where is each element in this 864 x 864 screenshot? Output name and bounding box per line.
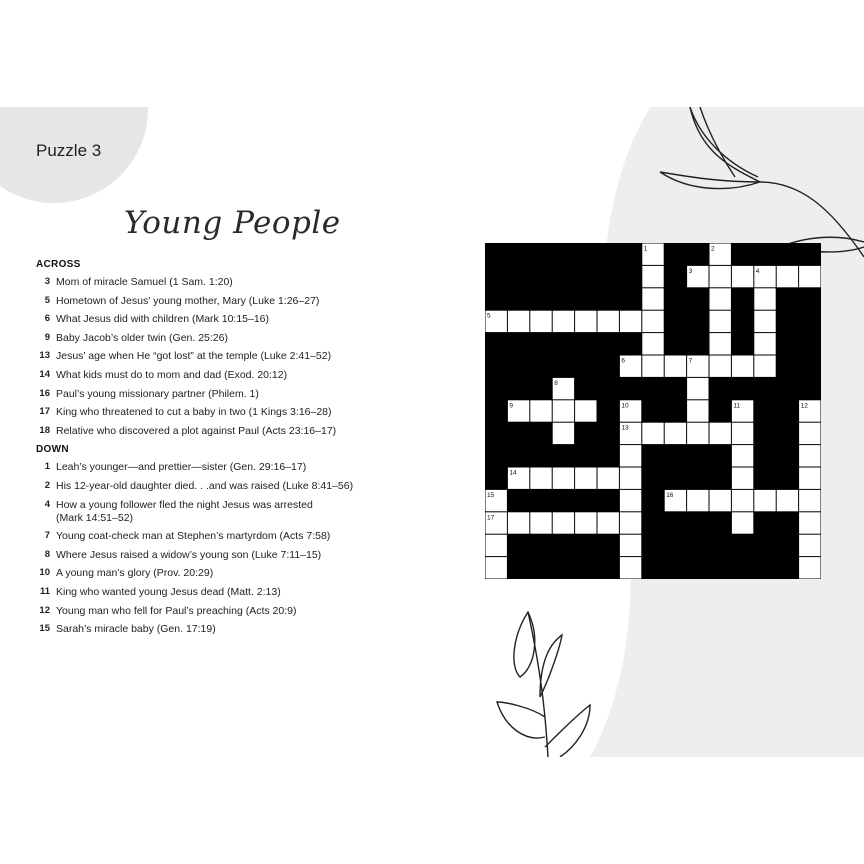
down-clue — [36, 602, 456, 621]
crossword-grid — [485, 243, 822, 581]
clue-text: King who wanted young Jesus dead (Matt. 2:13) — [56, 585, 281, 598]
clue-text: Baby Jacob’s older twin (Gen. 25:26) — [56, 331, 228, 344]
grid-cell[interactable] — [754, 356, 775, 377]
clue-number: 16 — [39, 387, 50, 399]
down-heading: DOWN — [36, 444, 69, 456]
clue-number: 13 — [39, 350, 50, 362]
clue-text: Mom of miracle Samuel (1 Sam. 1:20) — [56, 276, 233, 288]
grid-cell[interactable] — [553, 468, 574, 489]
grid-cell[interactable] — [732, 468, 753, 489]
grid-cell[interactable] — [620, 311, 641, 332]
down-clue — [36, 527, 456, 546]
grid-cell[interactable] — [732, 490, 753, 511]
grid-cell[interactable] — [642, 266, 663, 287]
grid-cell[interactable] — [710, 356, 731, 377]
grid-cell[interactable] — [732, 445, 753, 466]
clue-text: Young coat-check man at Stephen’s martyrdom (Acts 7:58) — [56, 530, 331, 543]
grid-cell[interactable] — [620, 445, 641, 466]
clue-text: How a young follower fled the night Jesus was arrested — [56, 498, 313, 511]
clue-number: 6 — [44, 313, 50, 325]
across-section — [36, 259, 456, 440]
grid-cell[interactable] — [710, 423, 731, 444]
across-clue — [36, 403, 456, 422]
grid-cell[interactable] — [620, 468, 641, 489]
grid-cell[interactable] — [732, 356, 753, 377]
grid-cell[interactable] — [687, 400, 708, 421]
cell-number: 11 — [733, 402, 741, 410]
down-clue — [36, 477, 456, 496]
across-clue — [36, 366, 456, 385]
cell-number: 10 — [621, 402, 629, 410]
down-clue — [36, 583, 456, 602]
grid-cell[interactable] — [732, 423, 753, 444]
cell-number: 3 — [688, 267, 693, 275]
clue-text: What kids must do to mom and dad (Exod. 20:12) — [56, 368, 288, 381]
grid-cell[interactable] — [754, 288, 775, 309]
cell-number: 12 — [800, 402, 808, 410]
grid-cell[interactable] — [799, 468, 820, 489]
grid-cell[interactable] — [575, 468, 596, 489]
grid-cell[interactable] — [620, 557, 641, 578]
clue-number: 9 — [44, 331, 50, 343]
cell-number: 8 — [554, 379, 558, 387]
across-clue — [36, 347, 456, 366]
grid-cell[interactable] — [508, 311, 529, 332]
grid-cell[interactable] — [575, 311, 596, 332]
clue-text: King who threatened to cut a baby in two (1 Kings 3:16–28) — [56, 406, 332, 419]
clue-list — [36, 259, 456, 639]
across-clues — [36, 273, 456, 440]
grid-cell[interactable] — [530, 468, 551, 489]
cell-number: 1 — [643, 245, 648, 253]
grid-cell[interactable] — [665, 356, 686, 377]
grid-cell[interactable] — [710, 333, 731, 354]
grid-cell[interactable] — [642, 311, 663, 332]
grid-cell[interactable] — [732, 266, 753, 287]
grid-cell[interactable] — [553, 400, 574, 421]
grid-cell[interactable] — [799, 512, 820, 533]
clue-number: 1 — [44, 461, 50, 473]
grid-cell[interactable] — [665, 423, 686, 444]
down-section — [36, 444, 456, 638]
clue-number: 8 — [44, 548, 50, 560]
grid-cell[interactable] — [710, 266, 731, 287]
clue-text: Hometown of Jesus’ young mother, Mary (Luke 1:26–27) — [56, 294, 320, 307]
clue-text: What Jesus did with children (Mark 10:15–16) — [56, 313, 270, 326]
grid-cell[interactable] — [777, 266, 798, 287]
grid-cell[interactable] — [598, 468, 619, 489]
puzzle-page — [0, 107, 864, 757]
grid-cell[interactable] — [553, 423, 574, 444]
clue-text: Paul’s young missionary partner (Philem. 1) — [56, 387, 259, 400]
across-clue — [36, 292, 456, 311]
grid-cell[interactable] — [530, 512, 551, 533]
clue-number: 12 — [39, 604, 50, 616]
grid-cell[interactable] — [508, 512, 529, 533]
clue-text: Where Jesus raised a widow’s young son (Luke 7:11–15) — [56, 548, 322, 561]
grid-cell[interactable] — [754, 490, 775, 511]
across-clue — [36, 310, 456, 329]
clue-number: 14 — [39, 368, 50, 380]
cell-number: 7 — [688, 357, 693, 365]
grid-cell[interactable] — [710, 311, 731, 332]
grid-cell[interactable] — [710, 288, 731, 309]
clue-text: Leah’s younger—and prettier—sister (Gen. 29:16–17) — [56, 461, 307, 474]
clue-text: His 12-year-old daughter died. . .and was raised (Luke 8:41–56) — [56, 479, 354, 492]
across-clue — [36, 422, 456, 441]
cell-number: 16 — [666, 491, 674, 499]
clue-number: 7 — [44, 530, 50, 542]
grid-cell[interactable] — [598, 311, 619, 332]
grid-cell[interactable] — [530, 400, 551, 421]
clue-number: 15 — [39, 623, 50, 635]
down-clue — [36, 564, 456, 583]
grid-cell[interactable] — [642, 333, 663, 354]
grid-cell[interactable] — [687, 423, 708, 444]
cell-number: 17 — [487, 514, 495, 522]
grid-cell[interactable] — [642, 288, 663, 309]
grid-cell[interactable] — [575, 512, 596, 533]
clue-text: A young man’s glory (Prov. 20:29) — [56, 567, 214, 580]
clue-number: 3 — [44, 276, 50, 287]
cell-number: 2 — [711, 245, 715, 253]
grid-cell[interactable] — [799, 266, 820, 287]
grid-cell[interactable] — [642, 423, 663, 444]
cell-number: 14 — [509, 469, 517, 477]
clue-text: Sarah’s miracle baby (Gen. 17:19) — [56, 623, 216, 636]
grid-cell[interactable] — [732, 512, 753, 533]
grid-cell[interactable] — [486, 557, 507, 578]
across-clue — [36, 329, 456, 348]
grid-cell[interactable] — [799, 535, 820, 556]
clue-number: 2 — [44, 479, 50, 491]
grid-cell[interactable] — [799, 557, 820, 578]
clue-number: 10 — [39, 567, 50, 579]
clue-number: 17 — [39, 406, 50, 418]
grid-cell[interactable] — [799, 445, 820, 466]
grid-cell[interactable] — [642, 356, 663, 377]
down-clue — [36, 546, 456, 565]
grid-cell[interactable] — [486, 535, 507, 556]
clue-number: 18 — [39, 424, 50, 436]
cell-number: 13 — [621, 424, 629, 432]
cell-number: 9 — [509, 402, 514, 410]
across-clue — [36, 385, 456, 404]
grid-cell[interactable] — [710, 490, 731, 511]
grid-cell[interactable] — [799, 490, 820, 511]
clue-text-continued: (Mark 14:51–52) — [56, 512, 134, 525]
across-clue — [36, 273, 456, 292]
grid-cell[interactable] — [799, 423, 820, 444]
down-clue — [36, 458, 456, 477]
grid-cell[interactable] — [687, 378, 708, 399]
grid-cell[interactable] — [687, 490, 708, 511]
clue-text: Relative who discovered a plot against Paul (Acts 23:16–17) — [56, 424, 337, 437]
down-clue — [36, 496, 456, 526]
down-clues — [36, 458, 456, 638]
clue-number: 5 — [44, 294, 50, 306]
clue-text: Jesus’ age when He “got lost” at the temple (Luke 2:41–52) — [56, 350, 332, 363]
grid-cell[interactable] — [620, 490, 641, 511]
puzzle-label: Puzzle 3 — [36, 141, 102, 160]
cell-number: 6 — [621, 357, 626, 365]
vine-bottom — [497, 612, 590, 757]
grid-cell[interactable] — [575, 400, 596, 421]
grid-cell[interactable] — [530, 311, 551, 332]
grid-cell[interactable] — [754, 311, 775, 332]
clue-text: Young man who fell for Paul’s preaching (Acts 20:9) — [56, 604, 297, 617]
grid-cell[interactable] — [777, 490, 798, 511]
grid-cell[interactable] — [553, 512, 574, 533]
grid-cell[interactable] — [620, 512, 641, 533]
grid-cell[interactable] — [620, 535, 641, 556]
cell-number: 4 — [755, 267, 760, 275]
grid-cell[interactable] — [754, 333, 775, 354]
page-title: Young People — [124, 205, 341, 241]
cell-number: 15 — [487, 491, 495, 499]
clue-number: 11 — [39, 585, 50, 597]
down-clue — [36, 620, 456, 639]
across-heading: ACROSS — [36, 259, 81, 270]
grid-cell[interactable] — [553, 311, 574, 332]
grid-cell[interactable] — [598, 512, 619, 533]
cell-number: 5 — [487, 312, 491, 320]
clue-number: 4 — [44, 498, 50, 510]
